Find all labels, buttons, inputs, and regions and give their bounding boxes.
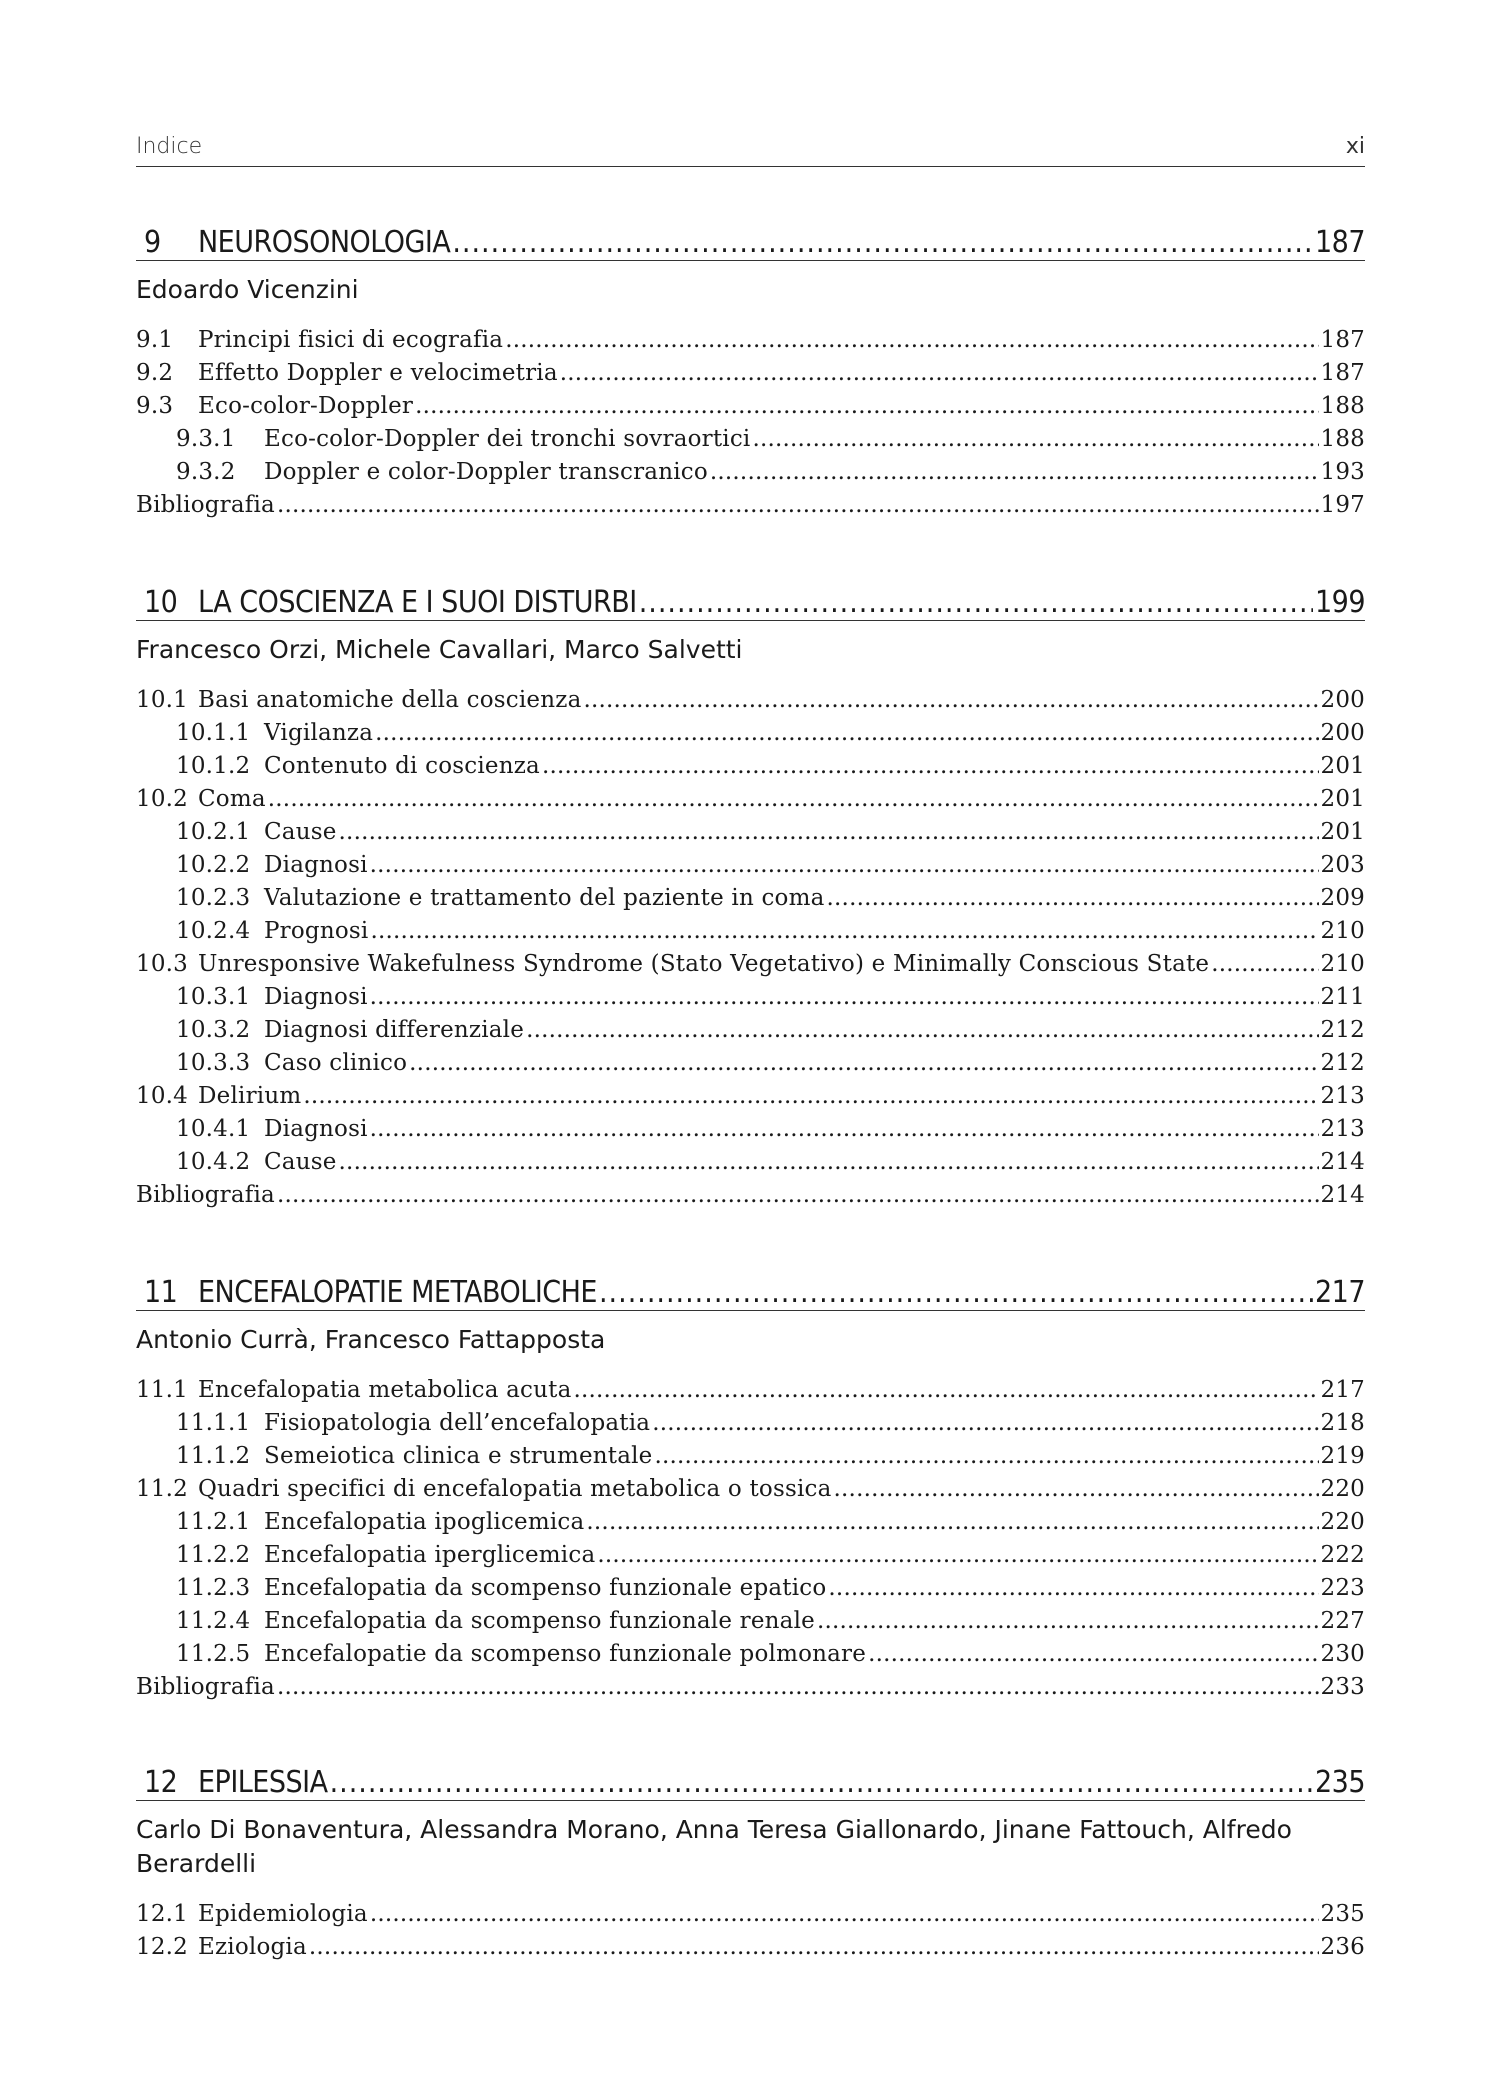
entry-title: Fisiopatologia dell’encefalopatia xyxy=(264,1410,651,1436)
entry-title: Diagnosi xyxy=(264,852,368,878)
entry-page: 200 xyxy=(1320,687,1365,713)
leader-dots xyxy=(542,753,1319,779)
toc-entry[interactable] xyxy=(136,753,1365,786)
leader-dots xyxy=(370,852,1319,878)
entry-number: 10.3.3 xyxy=(176,1050,251,1076)
chapter-page: 199 xyxy=(1314,585,1365,620)
toc-entry[interactable] xyxy=(136,360,1365,393)
leader-dots xyxy=(817,1608,1319,1634)
toc-entry[interactable] xyxy=(136,786,1365,819)
entry-title: Caso clinico xyxy=(264,1050,408,1076)
entry-number: 9.1 xyxy=(136,327,174,353)
leader-dots xyxy=(710,459,1319,485)
leader-dots xyxy=(370,918,1318,944)
toc-entries xyxy=(136,687,1365,1215)
entry-page: 213 xyxy=(1320,1116,1365,1142)
toc-entries xyxy=(136,1901,1365,1967)
leader-dots xyxy=(370,1901,1319,1927)
toc-entry[interactable] xyxy=(136,1149,1365,1182)
entry-number: 12.1 xyxy=(136,1901,189,1927)
toc-entry[interactable] xyxy=(136,1608,1365,1641)
entry-number: 11.2.5 xyxy=(176,1641,251,1667)
chapter-number: 10 xyxy=(144,585,178,620)
leader-dots xyxy=(339,1149,1319,1175)
toc-entry[interactable] xyxy=(136,885,1365,918)
entry-page: 223 xyxy=(1320,1575,1365,1601)
leader-dots xyxy=(834,1476,1319,1502)
leader-dots xyxy=(277,1182,1319,1208)
entry-page: 210 xyxy=(1320,951,1365,977)
entry-number: 10.1.2 xyxy=(176,753,251,779)
leader-dots xyxy=(1211,951,1318,977)
entry-page: 214 xyxy=(1320,1149,1365,1175)
entry-title: Diagnosi differenziale xyxy=(264,1017,525,1043)
entry-title: Bibliografia xyxy=(136,1182,275,1208)
entry-title: Coma xyxy=(198,786,266,812)
leader-dots xyxy=(415,393,1318,419)
chapter-number: 11 xyxy=(144,1275,178,1310)
entry-page: 201 xyxy=(1320,819,1365,845)
entry-page: 209 xyxy=(1320,885,1365,911)
entry-page: 210 xyxy=(1320,918,1365,944)
entry-title: Effetto Doppler e velocimetria xyxy=(198,360,558,386)
chapter-number: 12 xyxy=(144,1765,178,1800)
entry-title: Eco-color-Doppler dei tronchi sovraortici xyxy=(264,426,751,452)
entry-number: 10.4.1 xyxy=(176,1116,251,1142)
entry-number: 10.1.1 xyxy=(176,720,251,746)
toc-entry[interactable] xyxy=(136,1083,1365,1116)
toc-entry[interactable] xyxy=(136,1575,1365,1608)
leader-dots xyxy=(277,492,1319,518)
entry-page: 236 xyxy=(1320,1934,1365,1960)
chapter-title: EPILESSIA xyxy=(198,1765,328,1800)
entry-title: Cause xyxy=(264,819,337,845)
leader-dots xyxy=(309,1934,1319,1960)
chapter-page: 187 xyxy=(1314,225,1365,260)
entry-number: 9.2 xyxy=(136,360,174,386)
leader-dots xyxy=(330,1765,1313,1800)
chapter-section xyxy=(136,578,1365,1215)
toc-entry[interactable] xyxy=(136,1377,1365,1410)
entry-title: Encefalopatia da scompenso funzionale epatico xyxy=(264,1575,827,1601)
toc-entry[interactable] xyxy=(136,1542,1365,1575)
chapter-heading[interactable] xyxy=(136,1758,1365,1801)
toc-entry[interactable] xyxy=(136,1509,1365,1542)
entry-title: Cause xyxy=(264,1149,337,1175)
leader-dots xyxy=(597,1542,1318,1568)
leader-dots xyxy=(277,1674,1319,1700)
entry-title: Encefalopatia iperglicemica xyxy=(264,1542,596,1568)
entry-title: Bibliografia xyxy=(136,1674,275,1700)
entry-page: 193 xyxy=(1320,459,1365,485)
entry-number: 10.3.2 xyxy=(176,1017,251,1043)
entry-page: 188 xyxy=(1320,426,1365,452)
entry-number: 10.4.2 xyxy=(176,1149,251,1175)
toc-entry[interactable] xyxy=(136,918,1365,951)
entry-title: Bibliografia xyxy=(136,492,275,518)
entry-title: Prognosi xyxy=(264,918,369,944)
toc-entry[interactable] xyxy=(136,1476,1365,1509)
leader-dots xyxy=(339,819,1319,845)
entry-title: Valutazione e trattamento del paziente in coma xyxy=(264,885,825,911)
leader-dots xyxy=(655,1443,1319,1469)
chapter-authors: Francesco Orzi, Michele Cavallari, Marco Salvetti xyxy=(136,635,743,664)
entry-number: 11.2.1 xyxy=(176,1509,251,1535)
chapter-heading[interactable] xyxy=(136,1268,1365,1311)
entry-number: 10.2.1 xyxy=(176,819,251,845)
page-number: xi xyxy=(1345,134,1365,159)
leader-dots xyxy=(560,360,1319,386)
leader-dots xyxy=(526,1017,1318,1043)
entry-page: 218 xyxy=(1320,1410,1365,1436)
entry-page: 188 xyxy=(1320,393,1365,419)
entry-number: 11.1.2 xyxy=(176,1443,251,1469)
leader-dots xyxy=(639,585,1313,620)
leader-dots xyxy=(268,786,1319,812)
entry-page: 235 xyxy=(1320,1901,1365,1927)
entry-number: 10.3 xyxy=(136,951,189,977)
entry-page: 220 xyxy=(1320,1509,1365,1535)
entry-title: Contenuto di coscienza xyxy=(264,753,540,779)
leader-dots xyxy=(868,1641,1318,1667)
toc-entry[interactable] xyxy=(136,984,1365,1017)
toc-entry[interactable] xyxy=(136,720,1365,753)
toc-entry[interactable] xyxy=(136,327,1365,360)
leader-dots xyxy=(584,687,1319,713)
entry-page: 227 xyxy=(1320,1608,1365,1634)
entry-title: Unresponsive Wakefulness Syndrome (Stato Vegetativo) e Minimally Conscious State xyxy=(198,951,1210,977)
entry-title: Quadri specifici di encefalopatia metabolica o tossica xyxy=(198,1476,832,1502)
leader-dots xyxy=(375,720,1318,746)
chapter-authors: Edoardo Vicenzini xyxy=(136,275,359,304)
entry-title: Diagnosi xyxy=(264,984,368,1010)
chapter-page: 217 xyxy=(1314,1275,1365,1310)
chapter-title: LA COSCIENZA E I SUOI DISTURBI xyxy=(198,585,637,620)
toc-entry[interactable] xyxy=(136,1641,1365,1674)
leader-dots xyxy=(574,1377,1319,1403)
entry-number: 10.2.4 xyxy=(176,918,251,944)
leader-dots xyxy=(303,1083,1318,1109)
entry-title: Encefalopatia ipoglicemica xyxy=(264,1509,585,1535)
entry-page: 203 xyxy=(1320,852,1365,878)
chapter-section xyxy=(136,218,1365,525)
entry-page: 212 xyxy=(1320,1050,1365,1076)
toc-entry[interactable] xyxy=(136,492,1365,525)
entry-page: 213 xyxy=(1320,1083,1365,1109)
entry-title: Diagnosi xyxy=(264,1116,368,1142)
toc-entry[interactable] xyxy=(136,1182,1365,1215)
leader-dots xyxy=(370,984,1319,1010)
toc-entry[interactable] xyxy=(136,459,1365,492)
entry-title: Semeiotica clinica e strumentale xyxy=(264,1443,653,1469)
entry-number: 10.1 xyxy=(136,687,189,713)
entry-title: Eziologia xyxy=(198,1934,307,1960)
entry-title: Delirium xyxy=(198,1083,302,1109)
entry-page: 197 xyxy=(1320,492,1365,518)
entry-page: 201 xyxy=(1320,786,1365,812)
chapter-authors: Carlo Di Bonaventura, Alessandra Morano, Anna Teresa Giallonardo, Jinane Fattouch, Alfredo Berardelli xyxy=(136,1815,1292,1878)
entry-page: 222 xyxy=(1320,1542,1365,1568)
entry-title: Encefalopatie da scompenso funzionale polmonare xyxy=(264,1641,867,1667)
entry-number: 10.2 xyxy=(136,786,189,812)
chapter-section xyxy=(136,1268,1365,1707)
entry-title: Principi fisici di ecografia xyxy=(198,327,504,353)
toc-entries xyxy=(136,1377,1365,1707)
toc-entry[interactable] xyxy=(136,1674,1365,1707)
entry-title: Encefalopatia da scompenso funzionale renale xyxy=(264,1608,815,1634)
toc-entry[interactable] xyxy=(136,1410,1365,1443)
entry-page: 219 xyxy=(1320,1443,1365,1469)
entry-title: Doppler e color-Doppler transcranico xyxy=(264,459,708,485)
entry-number: 9.3.2 xyxy=(176,459,236,485)
toc-entry[interactable] xyxy=(136,951,1365,984)
leader-dots xyxy=(827,885,1319,911)
toc-entry[interactable] xyxy=(136,1116,1365,1149)
entry-title: Vigilanza xyxy=(264,720,374,746)
entry-number: 10.2.3 xyxy=(176,885,251,911)
entry-title: Basi anatomiche della coscienza xyxy=(198,687,582,713)
leader-dots xyxy=(652,1410,1318,1436)
entry-number: 10.4 xyxy=(136,1083,189,1109)
entry-number: 11.1 xyxy=(136,1377,189,1403)
chapter-title: NEUROSONOLOGIA xyxy=(198,225,451,260)
chapter-authors: Antonio Currà, Francesco Fattapposta xyxy=(136,1325,606,1354)
toc-entry[interactable] xyxy=(136,687,1365,720)
chapter-heading[interactable] xyxy=(136,218,1365,261)
entry-page: 217 xyxy=(1320,1377,1365,1403)
running-head xyxy=(136,132,1365,167)
entry-page: 233 xyxy=(1320,1674,1365,1700)
leader-dots xyxy=(370,1116,1319,1142)
entry-page: 187 xyxy=(1320,327,1365,353)
leader-dots xyxy=(828,1575,1318,1601)
entry-page: 212 xyxy=(1320,1017,1365,1043)
toc-entry[interactable] xyxy=(136,426,1365,459)
entry-page: 187 xyxy=(1320,360,1365,386)
entry-page: 214 xyxy=(1320,1182,1365,1208)
entry-number: 11.2.2 xyxy=(176,1542,251,1568)
chapter-page: 235 xyxy=(1314,1765,1365,1800)
toc-entry[interactable] xyxy=(136,1934,1365,1967)
entry-page: 200 xyxy=(1320,720,1365,746)
leader-dots xyxy=(752,426,1318,452)
leader-dots xyxy=(409,1050,1318,1076)
toc-entry[interactable] xyxy=(136,1443,1365,1476)
toc-entry[interactable] xyxy=(136,852,1365,885)
entry-title: Eco-color-Doppler xyxy=(198,393,414,419)
chapter-number: 9 xyxy=(144,225,161,260)
toc-entry[interactable] xyxy=(136,1050,1365,1083)
toc-entry[interactable] xyxy=(136,819,1365,852)
entry-number: 11.1.1 xyxy=(176,1410,251,1436)
leader-dots xyxy=(586,1509,1318,1535)
chapter-section xyxy=(136,1758,1365,1967)
leader-dots xyxy=(452,225,1313,260)
running-head-title: Indice xyxy=(136,134,203,159)
chapter-title: ENCEFALOPATIE METABOLICHE xyxy=(198,1275,597,1310)
leader-dots xyxy=(505,327,1318,353)
entry-number: 10.2.2 xyxy=(176,852,251,878)
entry-number: 9.3 xyxy=(136,393,174,419)
toc-entry[interactable] xyxy=(136,1901,1365,1934)
entry-number: 11.2.4 xyxy=(176,1608,251,1634)
chapter-heading[interactable] xyxy=(136,578,1365,621)
toc-entry[interactable] xyxy=(136,393,1365,426)
toc-entry[interactable] xyxy=(136,1017,1365,1050)
entry-page: 230 xyxy=(1320,1641,1365,1667)
entry-number: 10.3.1 xyxy=(176,984,251,1010)
entry-title: Encefalopatia metabolica acuta xyxy=(198,1377,572,1403)
entry-page: 211 xyxy=(1320,984,1365,1010)
entry-number: 11.2.3 xyxy=(176,1575,251,1601)
entry-page: 201 xyxy=(1320,753,1365,779)
leader-dots xyxy=(599,1275,1313,1310)
entry-number: 12.2 xyxy=(136,1934,189,1960)
entry-page: 220 xyxy=(1320,1476,1365,1502)
entry-number: 9.3.1 xyxy=(176,426,236,452)
entry-title: Epidemiologia xyxy=(198,1901,368,1927)
entry-number: 11.2 xyxy=(136,1476,189,1502)
toc-entries xyxy=(136,327,1365,525)
